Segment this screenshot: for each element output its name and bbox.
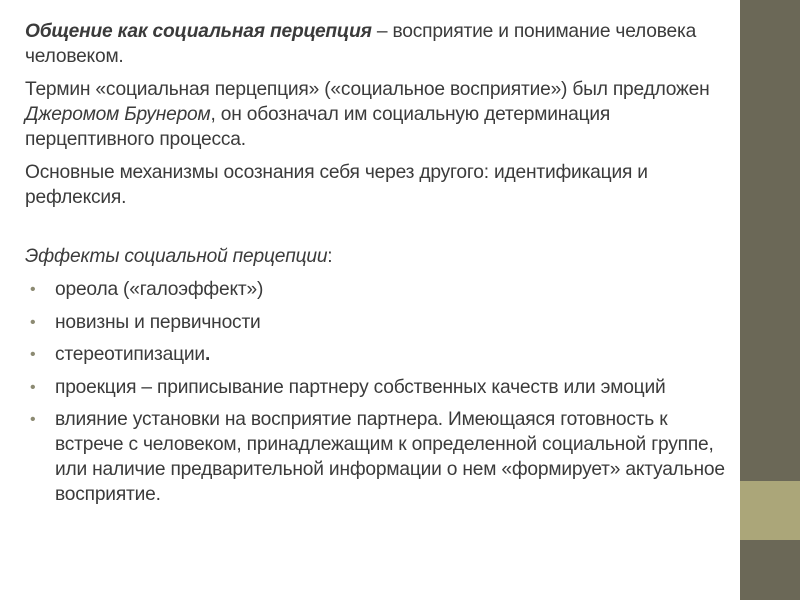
bullet-icon: • [30, 378, 36, 396]
list-item [25, 342, 740, 367]
effects-heading [25, 244, 740, 269]
list-item-text: ореола («галоэффект») [55, 279, 264, 300]
list-item [25, 310, 740, 335]
list-item-text: проекция – приписывание партнеру собственных качеств или эмоций [55, 376, 666, 398]
decorative-sidebar-accent [740, 481, 800, 540]
slide-content [25, 19, 740, 515]
paragraph-definition [25, 19, 740, 69]
list-item-period: . [204, 344, 211, 365]
bullet-icon: • [30, 411, 36, 428]
definition-text: – восприятие и понимание человека человеком. [25, 21, 697, 67]
bullet-icon: • [30, 281, 36, 298]
author-name: Джеромом Брунером [25, 104, 211, 125]
paragraph-bruner [25, 77, 740, 152]
bullet-icon: • [30, 346, 36, 363]
list-item [25, 407, 740, 507]
paragraph-mechanisms: Основные механизмы осознания себя через другого: идентификация и рефлексия. [25, 162, 648, 208]
list-item-text: влияние установки на восприятие партнера. Имеющаяся готовность к встрече с человеком, принадлежащим к определенной социальной группе, или наличие предварительной информации о нем «формирует» актуальное восприятие. [55, 409, 725, 505]
bullet-icon: • [30, 313, 36, 331]
effects-heading-text: Эффекты социальной перцепции [25, 246, 328, 267]
bruner-text-before: Термин «социальная перцепция» («социальное восприятие») был предложен [25, 79, 710, 100]
list-item [25, 277, 740, 302]
effects-heading-colon: : [327, 246, 333, 267]
list-item-text: новизны и первичности [55, 311, 261, 333]
bruner-text-after: , он обозначал им социальную детерминация перцептивного процесса. [25, 104, 611, 150]
list-item [25, 375, 740, 400]
spacer [25, 218, 740, 244]
effects-list [25, 277, 740, 507]
term-social-perception: Общение как социальная перцепция [25, 21, 372, 42]
list-item-text: стереотипизации [55, 344, 205, 365]
